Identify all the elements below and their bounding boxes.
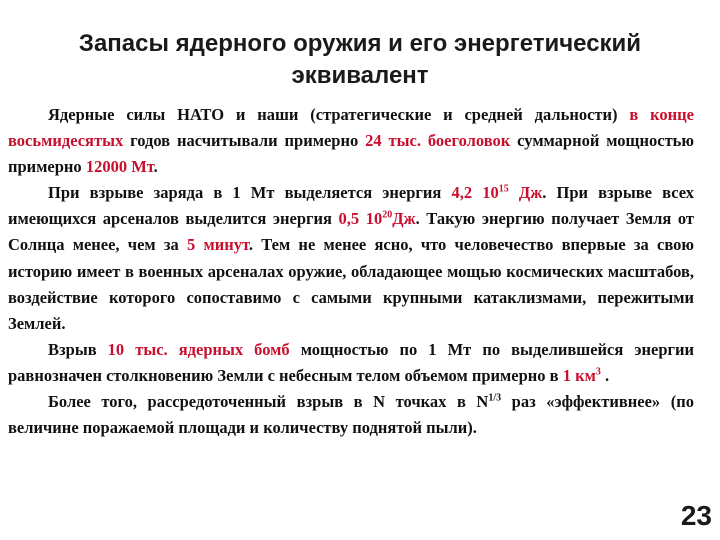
paragraph-text: суммарной мощностью примерно bbox=[8, 131, 695, 177]
highlighted-text: 15 bbox=[498, 183, 509, 195]
paragraph-nuclear-forces bbox=[8, 102, 694, 180]
paragraph-dispersed-explosion bbox=[8, 389, 694, 441]
page-number: 23 bbox=[680, 500, 712, 531]
paragraph-energy-release bbox=[8, 180, 694, 337]
slide-body bbox=[8, 102, 694, 441]
highlighted-text: Дж bbox=[508, 183, 543, 203]
paragraph-text: годов насчитывали примерно bbox=[123, 131, 366, 151]
highlighted-text: 24 тыс. боеголовок bbox=[365, 131, 511, 151]
highlighted-text: Дж bbox=[392, 209, 416, 229]
paragraph-text: Ядерные силы НАТО и наши (стратегические и средней дальности) bbox=[48, 105, 630, 124]
paragraph-text: . Тем не менее ясно, что человечество впервые за свою историю имеет в военных арсеналах оружие, обладающее мощью космических масштабов, воздействие которого сопоставимо с самыми крупными катаклизмами, пережитыми Землей. bbox=[8, 235, 694, 333]
highlighted-text: 1 км bbox=[562, 365, 596, 385]
paragraph-text: . bbox=[600, 365, 610, 385]
paragraph-text: Взрыв bbox=[48, 339, 108, 359]
slide-title bbox=[0, 28, 720, 92]
paragraph-impact-equivalent bbox=[8, 337, 694, 389]
highlighted-text: 0,5 10 bbox=[338, 209, 383, 229]
highlighted-text: 12000 Мт bbox=[85, 157, 154, 177]
highlighted-text: 3 bbox=[595, 366, 601, 378]
paragraph-text: . bbox=[153, 157, 158, 177]
slide-title-line-2: эквивалент bbox=[291, 62, 429, 90]
highlighted-text: 10 тыс. ядерных бомб bbox=[107, 339, 290, 359]
highlighted-text: в конце восьмидесятых bbox=[8, 105, 694, 151]
highlighted-text: 4,2 10 bbox=[451, 183, 499, 203]
highlighted-text: 5 минут bbox=[187, 235, 249, 255]
paragraph-text: При взрыве заряда в 1 Мт выделяется энергия bbox=[48, 183, 452, 203]
paragraph-text: мощностью по 1 Мт по выделившейся энергии равнозначен столкновению Земли с небесным телом объемом примерно в bbox=[8, 339, 694, 385]
paragraph-text: 1/3 bbox=[488, 392, 502, 404]
paragraph-text: Более того, рассредоточенный взрыв в N точках в N bbox=[48, 392, 489, 412]
paragraph-text: раз «эффективнее» (по величине поражаемой площади и количеству поднятой пыли). bbox=[8, 392, 694, 438]
slide-title-line-1: Запасы ядерного оружия и его энергетический bbox=[78, 30, 642, 58]
paragraph-text: . Такую энергию получает Земля от Солнца менее, чем за bbox=[8, 209, 694, 255]
highlighted-text: 20 bbox=[382, 209, 393, 221]
paragraph-text: . При взрыве всех имеющихся арсеналов выделится энергия bbox=[8, 183, 694, 229]
